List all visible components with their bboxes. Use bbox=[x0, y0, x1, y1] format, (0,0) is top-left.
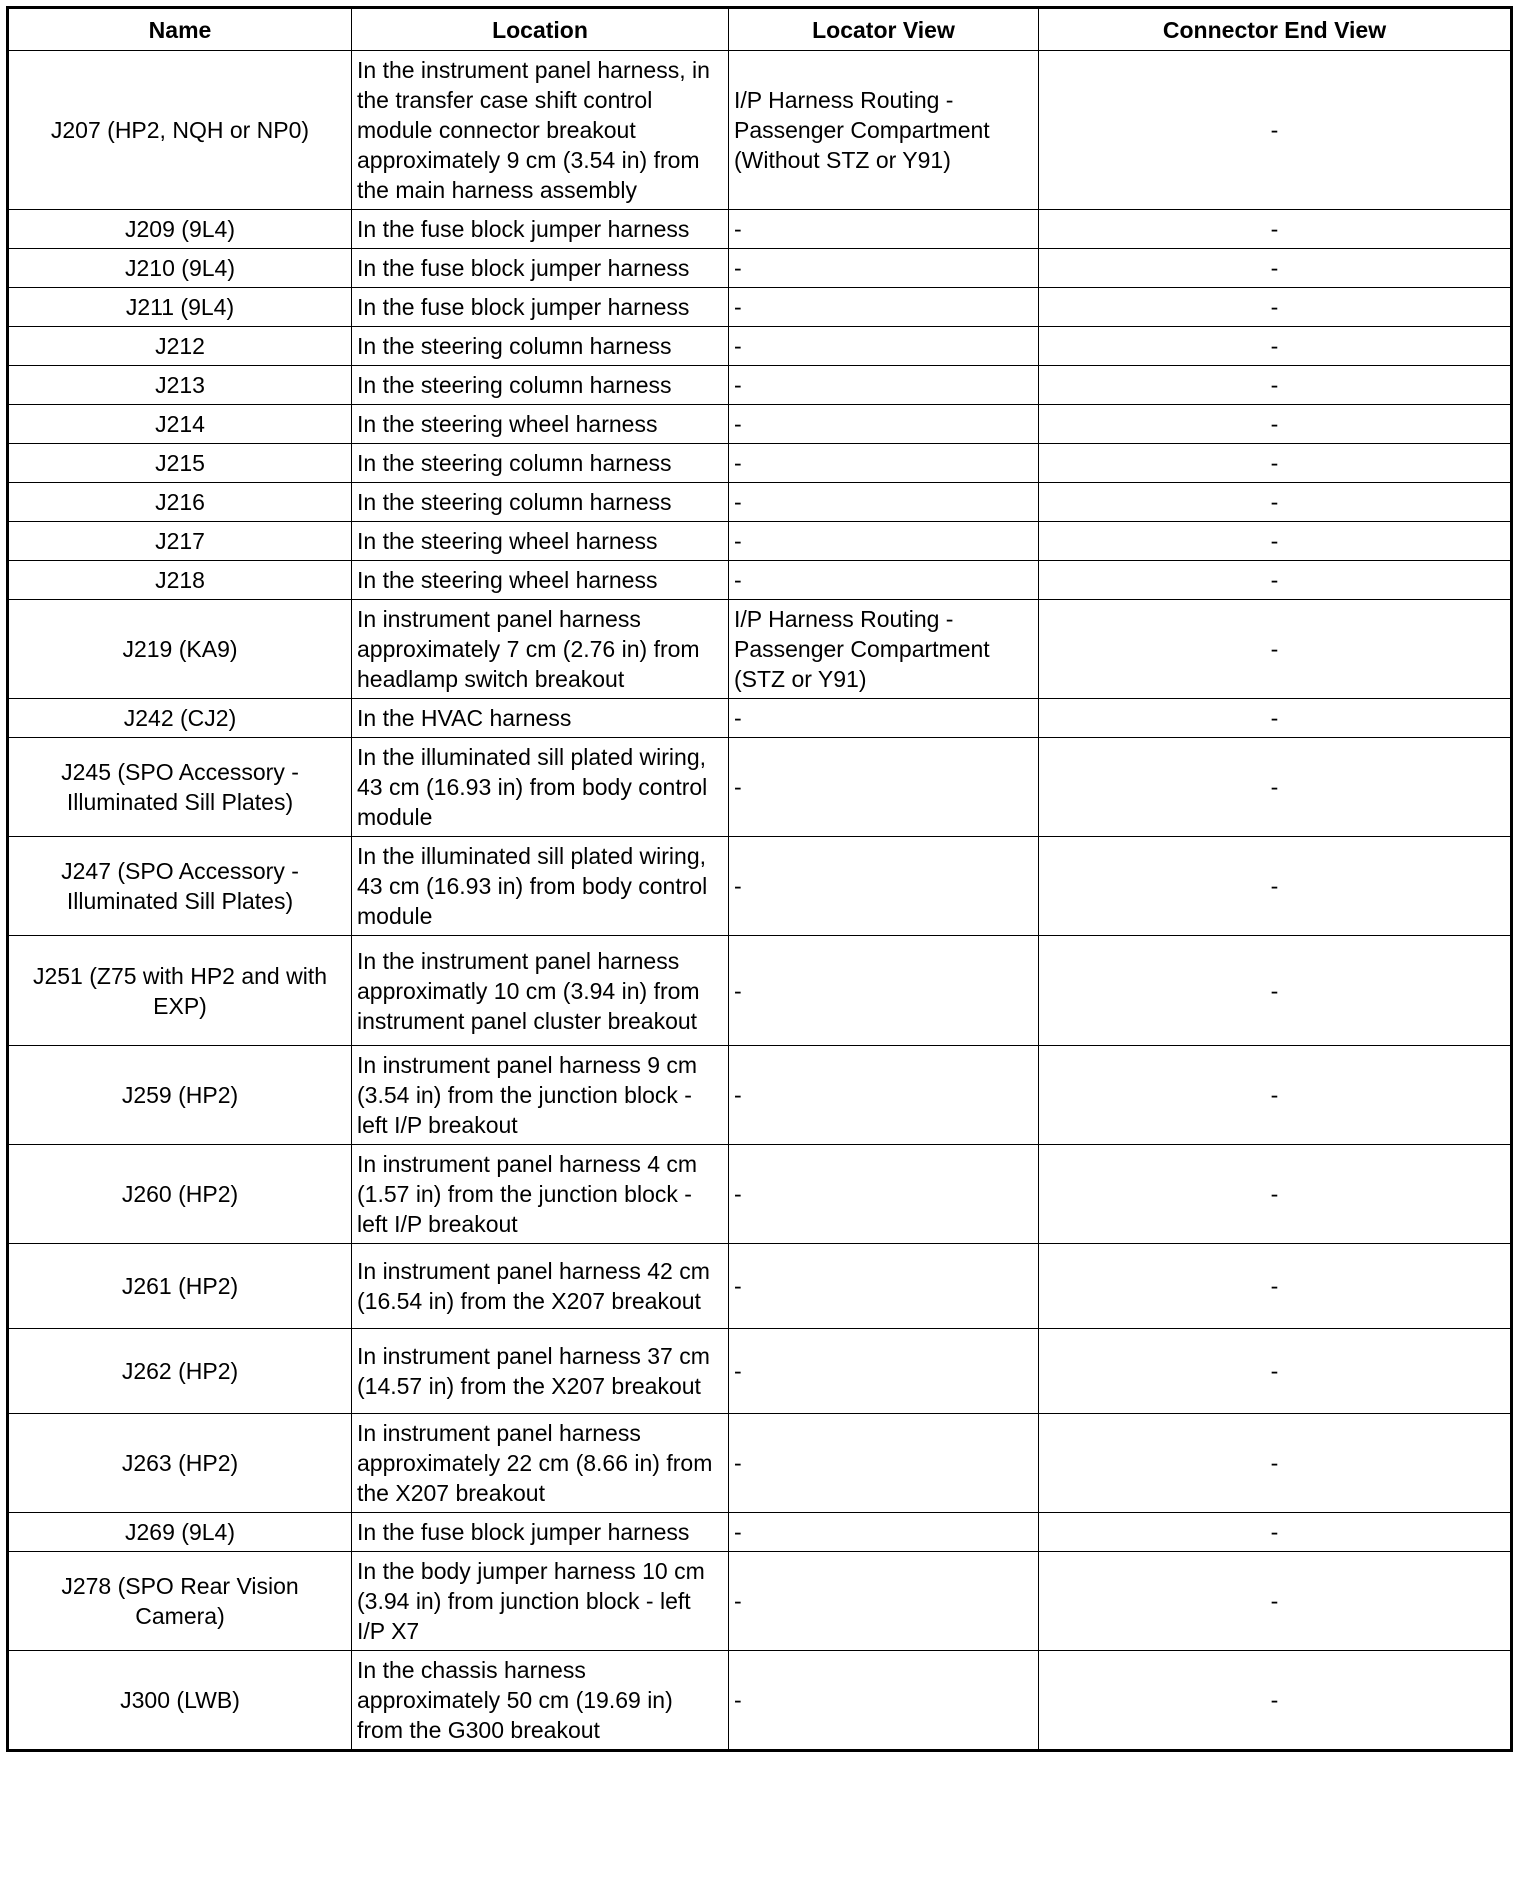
table-row bbox=[8, 699, 1512, 738]
table-row bbox=[8, 837, 1512, 936]
table-row bbox=[8, 936, 1512, 1046]
connector-end-view-cell: - bbox=[1039, 522, 1512, 561]
location-cell: In instrument panel harness approximately 22 cm (8.66 in) from the X207 breakout bbox=[352, 1414, 729, 1513]
connector-end-view-cell: - bbox=[1039, 600, 1512, 699]
locator-view-cell: - bbox=[729, 738, 1039, 837]
locator-view-cell: - bbox=[729, 249, 1039, 288]
connector-end-view-cell: - bbox=[1039, 210, 1512, 249]
splice-name-cell: J262 (HP2) bbox=[8, 1329, 352, 1414]
locator-view-cell: - bbox=[729, 327, 1039, 366]
splice-name-cell: J260 (HP2) bbox=[8, 1145, 352, 1244]
locator-view-cell: - bbox=[729, 837, 1039, 936]
column-header-name: Name bbox=[8, 8, 352, 51]
connector-end-view-cell: - bbox=[1039, 405, 1512, 444]
table-row bbox=[8, 1513, 1512, 1552]
connector-end-view-cell: - bbox=[1039, 837, 1512, 936]
splice-name-cell: J219 (KA9) bbox=[8, 600, 352, 699]
splice-name-cell: J216 bbox=[8, 483, 352, 522]
splice-table bbox=[6, 6, 1513, 1752]
table-row bbox=[8, 600, 1512, 699]
table-row bbox=[8, 444, 1512, 483]
connector-end-view-cell: - bbox=[1039, 1329, 1512, 1414]
table-row bbox=[8, 483, 1512, 522]
connector-end-view-cell: - bbox=[1039, 1046, 1512, 1145]
connector-end-view-cell: - bbox=[1039, 1513, 1512, 1552]
location-cell: In the steering wheel harness bbox=[352, 522, 729, 561]
locator-view-cell: - bbox=[729, 366, 1039, 405]
location-cell: In the fuse block jumper harness bbox=[352, 249, 729, 288]
splice-name-cell: J300 (LWB) bbox=[8, 1651, 352, 1751]
locator-view-cell: - bbox=[729, 1414, 1039, 1513]
location-cell: In the steering column harness bbox=[352, 327, 729, 366]
table-row bbox=[8, 327, 1512, 366]
connector-end-view-cell: - bbox=[1039, 699, 1512, 738]
location-cell: In the instrument panel harness approximatly 10 cm (3.94 in) from instrument panel cluster breakout bbox=[352, 936, 729, 1046]
locator-view-cell: - bbox=[729, 1651, 1039, 1751]
connector-end-view-cell: - bbox=[1039, 1651, 1512, 1751]
table-body bbox=[8, 51, 1512, 1751]
splice-name-cell: J263 (HP2) bbox=[8, 1414, 352, 1513]
location-cell: In the steering column harness bbox=[352, 366, 729, 405]
splice-name-cell: J261 (HP2) bbox=[8, 1244, 352, 1329]
splice-location-document bbox=[6, 6, 1510, 1752]
location-cell: In instrument panel harness approximately 7 cm (2.76 in) from headlamp switch breakout bbox=[352, 600, 729, 699]
connector-end-view-cell: - bbox=[1039, 936, 1512, 1046]
table-row bbox=[8, 405, 1512, 444]
splice-name-cell: J278 (SPO Rear Vision Camera) bbox=[8, 1552, 352, 1651]
connector-end-view-cell: - bbox=[1039, 327, 1512, 366]
splice-name-cell: J245 (SPO Accessory - Illuminated Sill Plates) bbox=[8, 738, 352, 837]
splice-name-cell: J207 (HP2, NQH or NP0) bbox=[8, 51, 352, 210]
location-cell: In the body jumper harness 10 cm (3.94 in) from junction block - left I/P X7 bbox=[352, 1552, 729, 1651]
location-cell: In the instrument panel harness, in the transfer case shift control module connector breakout approximately 9 cm (3.54 in) from the main harness assembly bbox=[352, 51, 729, 210]
location-cell: In the steering column harness bbox=[352, 483, 729, 522]
locator-view-cell: - bbox=[729, 1329, 1039, 1414]
table-row bbox=[8, 288, 1512, 327]
splice-name-cell: J210 (9L4) bbox=[8, 249, 352, 288]
connector-end-view-cell: - bbox=[1039, 288, 1512, 327]
table-row bbox=[8, 366, 1512, 405]
splice-name-cell: J218 bbox=[8, 561, 352, 600]
connector-end-view-cell: - bbox=[1039, 51, 1512, 210]
splice-name-cell: J251 (Z75 with HP2 and with EXP) bbox=[8, 936, 352, 1046]
table-row bbox=[8, 1046, 1512, 1145]
connector-end-view-cell: - bbox=[1039, 1414, 1512, 1513]
table-row bbox=[8, 1244, 1512, 1329]
splice-name-cell: J269 (9L4) bbox=[8, 1513, 352, 1552]
location-cell: In the fuse block jumper harness bbox=[352, 210, 729, 249]
table-row bbox=[8, 738, 1512, 837]
splice-name-cell: J214 bbox=[8, 405, 352, 444]
connector-end-view-cell: - bbox=[1039, 1145, 1512, 1244]
location-cell: In instrument panel harness 37 cm (14.57 in) from the X207 breakout bbox=[352, 1329, 729, 1414]
locator-view-cell: - bbox=[729, 561, 1039, 600]
location-cell: In instrument panel harness 4 cm (1.57 in) from the junction block - left I/P breakout bbox=[352, 1145, 729, 1244]
location-cell: In the fuse block jumper harness bbox=[352, 1513, 729, 1552]
locator-view-cell: - bbox=[729, 1244, 1039, 1329]
column-header-location: Location bbox=[352, 8, 729, 51]
locator-view-cell: - bbox=[729, 1513, 1039, 1552]
connector-end-view-cell: - bbox=[1039, 249, 1512, 288]
splice-name-cell: J217 bbox=[8, 522, 352, 561]
splice-name-cell: J242 (CJ2) bbox=[8, 699, 352, 738]
location-cell: In the HVAC harness bbox=[352, 699, 729, 738]
header-row bbox=[8, 8, 1512, 51]
table-row bbox=[8, 1414, 1512, 1513]
locator-view-cell: - bbox=[729, 210, 1039, 249]
location-cell: In the fuse block jumper harness bbox=[352, 288, 729, 327]
splice-name-cell: J213 bbox=[8, 366, 352, 405]
table-row bbox=[8, 1329, 1512, 1414]
location-cell: In the illuminated sill plated wiring, 43 cm (16.93 in) from body control module bbox=[352, 738, 729, 837]
locator-view-cell: - bbox=[729, 405, 1039, 444]
splice-name-cell: J247 (SPO Accessory - Illuminated Sill Plates) bbox=[8, 837, 352, 936]
table-row bbox=[8, 561, 1512, 600]
splice-name-cell: J211 (9L4) bbox=[8, 288, 352, 327]
location-cell: In the steering wheel harness bbox=[352, 561, 729, 600]
table-row bbox=[8, 1145, 1512, 1244]
location-cell: In the chassis harness approximately 50 cm (19.69 in) from the G300 breakout bbox=[352, 1651, 729, 1751]
locator-view-cell: - bbox=[729, 699, 1039, 738]
locator-view-cell: I/P Harness Routing - Passenger Compartment (Without STZ or Y91) bbox=[729, 51, 1039, 210]
splice-name-cell: J212 bbox=[8, 327, 352, 366]
location-cell: In instrument panel harness 9 cm (3.54 in) from the junction block - left I/P breakout bbox=[352, 1046, 729, 1145]
table-row bbox=[8, 1651, 1512, 1751]
table-row bbox=[8, 210, 1512, 249]
connector-end-view-cell: - bbox=[1039, 444, 1512, 483]
connector-end-view-cell: - bbox=[1039, 483, 1512, 522]
location-cell: In the steering column harness bbox=[352, 444, 729, 483]
locator-view-cell: - bbox=[729, 1145, 1039, 1244]
table-row bbox=[8, 1552, 1512, 1651]
locator-view-cell: I/P Harness Routing - Passenger Compartment (STZ or Y91) bbox=[729, 600, 1039, 699]
column-header-locator-view: Locator View bbox=[729, 8, 1039, 51]
connector-end-view-cell: - bbox=[1039, 561, 1512, 600]
location-cell: In the illuminated sill plated wiring, 43 cm (16.93 in) from body control module bbox=[352, 837, 729, 936]
table-row bbox=[8, 522, 1512, 561]
locator-view-cell: - bbox=[729, 1046, 1039, 1145]
locator-view-cell: - bbox=[729, 483, 1039, 522]
splice-name-cell: J209 (9L4) bbox=[8, 210, 352, 249]
locator-view-cell: - bbox=[729, 1552, 1039, 1651]
connector-end-view-cell: - bbox=[1039, 1244, 1512, 1329]
locator-view-cell: - bbox=[729, 522, 1039, 561]
location-cell: In instrument panel harness 42 cm (16.54 in) from the X207 breakout bbox=[352, 1244, 729, 1329]
column-header-connector-end-view: Connector End View bbox=[1039, 8, 1512, 51]
locator-view-cell: - bbox=[729, 288, 1039, 327]
splice-name-cell: J215 bbox=[8, 444, 352, 483]
splice-name-cell: J259 (HP2) bbox=[8, 1046, 352, 1145]
locator-view-cell: - bbox=[729, 444, 1039, 483]
locator-view-cell: - bbox=[729, 936, 1039, 1046]
table-row bbox=[8, 249, 1512, 288]
table-row bbox=[8, 51, 1512, 210]
connector-end-view-cell: - bbox=[1039, 366, 1512, 405]
connector-end-view-cell: - bbox=[1039, 738, 1512, 837]
location-cell: In the steering wheel harness bbox=[352, 405, 729, 444]
connector-end-view-cell: - bbox=[1039, 1552, 1512, 1651]
